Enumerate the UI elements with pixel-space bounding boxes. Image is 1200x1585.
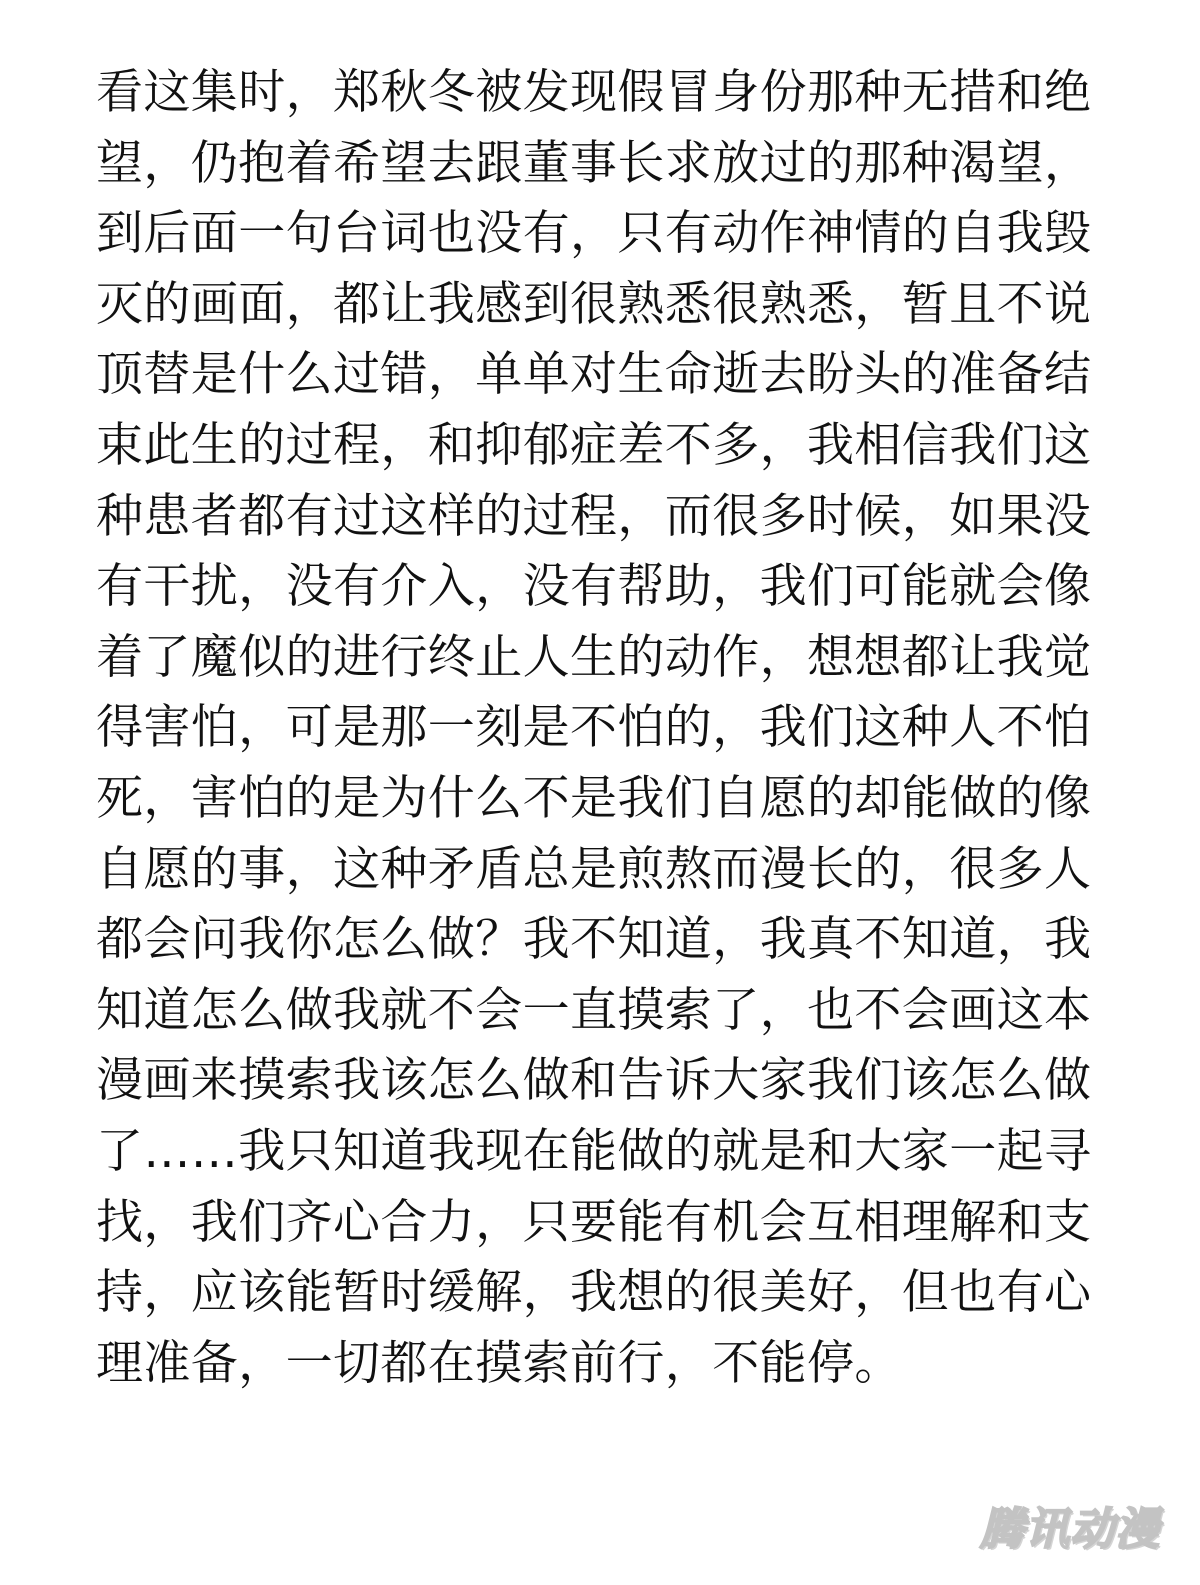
text-line: 束此生的过程，和抑郁症差不多，我相信我们这: [96, 417, 1092, 473]
text-line: 顶替是什么过错，单单对生命逝去盼头的准备结: [96, 347, 1092, 403]
text-line: 死，害怕的是为什么不是我们自愿的却能做的像: [96, 770, 1092, 826]
watermark-logo: 腾讯动漫: [980, 1504, 1160, 1555]
text-line: 望，仍抱着希望去跟董事长求放过的那种渴望，: [96, 135, 1092, 191]
text-line: 找，我们齐心合力，只要能有机会互相理解和支: [96, 1194, 1092, 1250]
text-line: 漫画来摸索我该怎么做和告诉大家我们该怎么做: [96, 1053, 1092, 1109]
text-line: 有干扰，没有介入，没有帮助，我们可能就会像: [96, 559, 1092, 615]
body-text: [96, 58, 1106, 1399]
text-line: 种患者都有过这样的过程，而很多时候，如果没: [96, 488, 1092, 544]
text-line: 了……我只知道我现在能做的就是和大家一起寻: [96, 1123, 1092, 1179]
text-line: 自愿的事，这种矛盾总是煎熬而漫长的，很多人: [96, 841, 1092, 897]
text-line: 看这集时，郑秋冬被发现假冒身份那种无措和绝: [96, 65, 1092, 120]
text-line: 着了魔似的进行终止人生的动作，想想都让我觉: [96, 629, 1092, 685]
text-line: 持，应该能暂时缓解，我想的很美好，但也有心: [96, 1265, 1092, 1321]
text-line: 到后面一句台词也没有，只有动作神情的自我毁: [96, 206, 1092, 262]
text-line: 灭的画面，都让我感到很熟悉很熟悉，暂且不说: [96, 276, 1092, 332]
text-line: 得害怕，可是那一刻是不怕的，我们这种人不怕: [96, 700, 1092, 756]
text-line: 知道怎么做我就不会一直摸索了，也不会画这本: [96, 982, 1092, 1038]
text-line: 理准备，一切都在摸索前行，不能停。: [96, 1335, 902, 1391]
text-line: 都会问我你怎么做？我不知道，我真不知道，我: [96, 912, 1092, 968]
